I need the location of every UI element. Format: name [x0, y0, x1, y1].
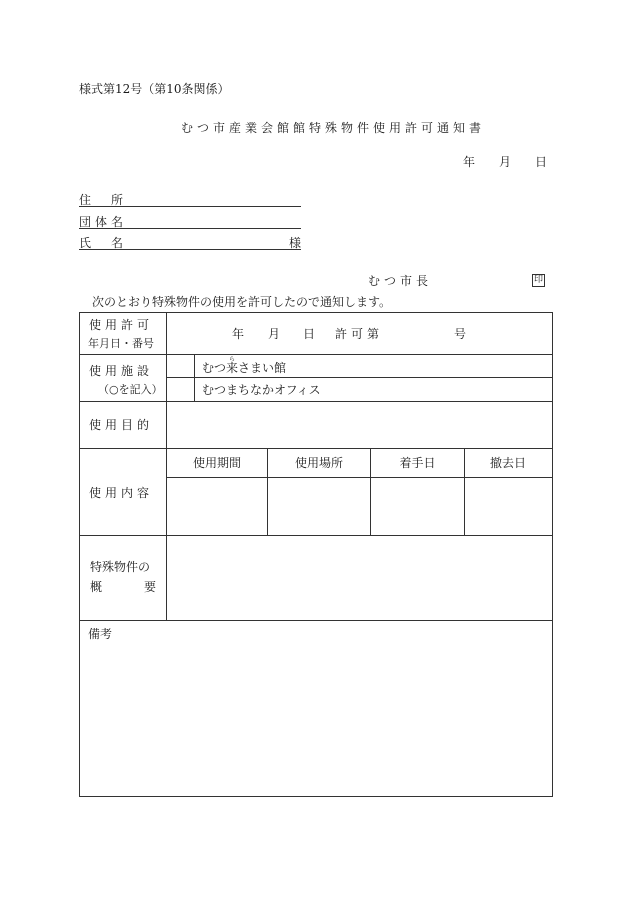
content-label: 使用内容 [89, 486, 154, 500]
group-name-line [79, 228, 301, 229]
facility-label: 使用施設 [89, 364, 154, 378]
name-label: 氏 名 [79, 236, 128, 250]
remarks-label: 備考 [88, 627, 113, 641]
seal-mark: 印 [533, 275, 543, 285]
facility-option-1: むつ来さまい館 [202, 361, 287, 375]
row-divider-3 [79, 448, 552, 449]
content-header-removal-date: 撤去日 [489, 456, 526, 470]
permit-number-prefix: 許可第 [335, 327, 384, 341]
address-line [79, 206, 301, 207]
document-title: むつ市産業会館館特殊物件使用許可通知書 [181, 121, 486, 135]
row-divider-facility [166, 377, 552, 378]
form-number: 様式第12号（第10条関係） [79, 82, 230, 96]
permit-year: 年 [232, 327, 245, 341]
permit-label-1: 使用許可 [89, 318, 154, 332]
facility-option-2: むつまちなかオフィス [202, 383, 321, 397]
honorific: 様 [289, 236, 302, 250]
row-divider-content-header [166, 477, 552, 478]
date-month: 月 [499, 155, 512, 169]
facility-note: （○を記入） [98, 383, 163, 396]
permit-label-2: 年月日・番号 [88, 337, 154, 350]
row-divider-1 [79, 354, 552, 355]
row-divider-5 [79, 620, 552, 621]
purpose-label: 使用目的 [89, 418, 154, 432]
content-header-period: 使用期間 [192, 456, 241, 470]
overview-label-2a: 概 [90, 580, 103, 594]
overview-label-2b: 要 [144, 580, 157, 594]
content-header-place: 使用場所 [294, 456, 343, 470]
intro-text: 次のとおり特殊物件の使用を許可したので通知します。 [92, 295, 392, 309]
group-name-label: 団体名 [79, 215, 128, 229]
address-label: 住 所 [79, 193, 128, 207]
row-divider-2 [79, 401, 552, 402]
permit-month: 月 [268, 327, 281, 341]
row-divider-4 [79, 535, 552, 536]
date-year: 年 [463, 155, 476, 169]
issuer-label: むつ市長 [368, 274, 433, 288]
date-day: 日 [535, 155, 548, 169]
permit-number-suffix: 号 [454, 327, 467, 341]
facility-ruby: ら [229, 356, 236, 363]
overview-label-1: 特殊物件の [90, 560, 151, 574]
content-header-start-date: 着手日 [399, 456, 436, 470]
name-line [79, 249, 301, 250]
permit-day: 日 [303, 327, 316, 341]
facility-mark-column-divider [194, 354, 195, 401]
